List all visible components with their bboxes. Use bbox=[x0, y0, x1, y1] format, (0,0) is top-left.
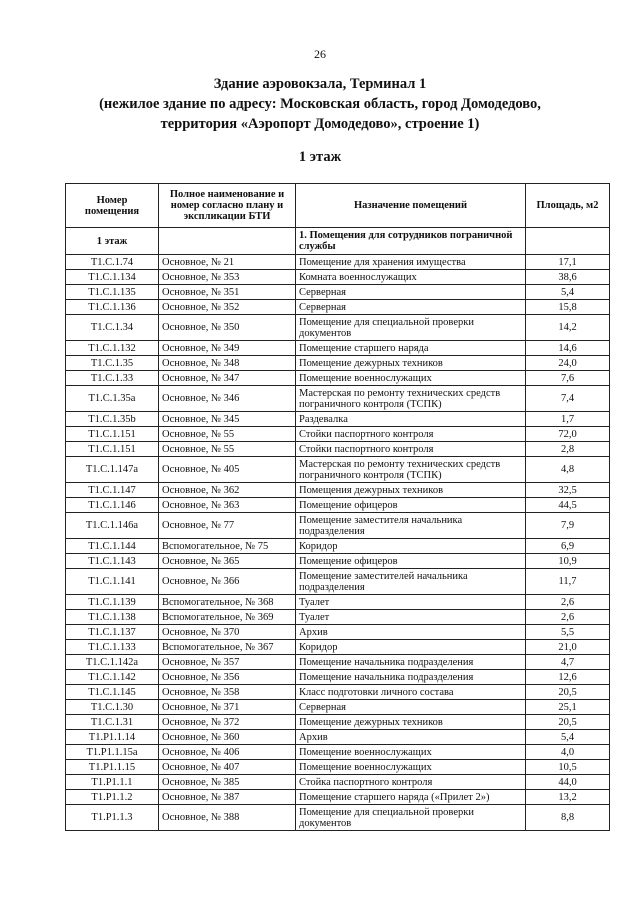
room-code: Т1.Р1.1.14 bbox=[66, 730, 159, 745]
room-area: 7,4 bbox=[526, 386, 610, 412]
room-code: Т1.С.1.139 bbox=[66, 595, 159, 610]
bti-name: Основное, № 371 bbox=[159, 700, 296, 715]
table-row bbox=[66, 513, 610, 539]
header-purpose: Назначение помещений bbox=[296, 184, 526, 228]
room-purpose: Туалет bbox=[296, 610, 526, 625]
table-row bbox=[66, 285, 610, 300]
bti-name: Основное, № 407 bbox=[159, 760, 296, 775]
room-area: 8,8 bbox=[526, 805, 610, 831]
room-purpose: Помещение старшего наряда («Прилет 2») bbox=[296, 790, 526, 805]
bti-name: Основное, № 363 bbox=[159, 498, 296, 513]
title-line-3: территория «Аэропорт Домодедово», строение 1) bbox=[160, 116, 480, 132]
room-code: Т1.С.1.151 bbox=[66, 427, 159, 442]
table-row bbox=[66, 700, 610, 715]
table-row bbox=[66, 300, 610, 315]
room-purpose: Стойки паспортного контроля bbox=[296, 442, 526, 457]
room-area: 7,9 bbox=[526, 513, 610, 539]
title-line-2: (нежилое здание по адресу: Московская область, город Домодедово, bbox=[99, 96, 541, 112]
table-row bbox=[66, 255, 610, 270]
room-code: Т1.Р1.1.2 bbox=[66, 790, 159, 805]
room-purpose: Туалет bbox=[296, 595, 526, 610]
room-code: Т1.С.1.35b bbox=[66, 412, 159, 427]
table-row bbox=[66, 685, 610, 700]
room-area: 25,1 bbox=[526, 700, 610, 715]
room-code: Т1.С.1.142 bbox=[66, 670, 159, 685]
room-purpose: Помещение офицеров bbox=[296, 498, 526, 513]
bti-name: Основное, № 365 bbox=[159, 554, 296, 569]
table-row bbox=[66, 670, 610, 685]
room-code: Т1.С.1.146 bbox=[66, 498, 159, 513]
room-purpose: Помещение начальника подразделения bbox=[296, 670, 526, 685]
room-code: Т1.С.1.135 bbox=[66, 285, 159, 300]
room-code: Т1.Р1.1.1 bbox=[66, 775, 159, 790]
room-area: 72,0 bbox=[526, 427, 610, 442]
table-row bbox=[66, 386, 610, 412]
table-row bbox=[66, 554, 610, 569]
room-purpose: Стойки паспортного контроля bbox=[296, 427, 526, 442]
room-area: 14,6 bbox=[526, 341, 610, 356]
room-area: 20,5 bbox=[526, 715, 610, 730]
room-area: 5,4 bbox=[526, 730, 610, 745]
room-code: Т1.С.1.35a bbox=[66, 386, 159, 412]
bti-name: Основное, № 351 bbox=[159, 285, 296, 300]
bti-name: Основное, № 385 bbox=[159, 775, 296, 790]
room-code: Т1.С.1.30 bbox=[66, 700, 159, 715]
room-purpose: Помещение военнослужащих bbox=[296, 371, 526, 386]
table-row bbox=[66, 745, 610, 760]
room-purpose: Помещение начальника подразделения bbox=[296, 655, 526, 670]
table-row bbox=[66, 775, 610, 790]
room-area: 4,8 bbox=[526, 457, 610, 483]
room-area: 10,9 bbox=[526, 554, 610, 569]
bti-name: Основное, № 55 bbox=[159, 442, 296, 457]
room-code: Т1.С.1.132 bbox=[66, 341, 159, 356]
bti-name: Основное, № 347 bbox=[159, 371, 296, 386]
room-code: Т1.С.1.133 bbox=[66, 640, 159, 655]
room-code: Т1.С.1.143 bbox=[66, 554, 159, 569]
room-area: 4,0 bbox=[526, 745, 610, 760]
title-line-1: Здание аэровокзала, Терминал 1 bbox=[213, 76, 427, 92]
room-purpose: Класс подготовки личного состава bbox=[296, 685, 526, 700]
header-bti-name: Полное наименование и номер согласно плану и экспликации БТИ bbox=[159, 184, 296, 228]
room-area: 17,1 bbox=[526, 255, 610, 270]
table-row bbox=[66, 805, 610, 831]
bti-name: Основное, № 366 bbox=[159, 569, 296, 595]
table-row bbox=[66, 341, 610, 356]
room-code: Т1.С.1.33 bbox=[66, 371, 159, 386]
table-row bbox=[66, 715, 610, 730]
room-code: Т1.С.1.147a bbox=[66, 457, 159, 483]
room-area: 44,0 bbox=[526, 775, 610, 790]
table-row bbox=[66, 655, 610, 670]
room-area: 6,9 bbox=[526, 539, 610, 554]
room-code: Т1.С.1.146a bbox=[66, 513, 159, 539]
room-purpose: Стойка паспортного контроля bbox=[296, 775, 526, 790]
room-code: Т1.С.1.31 bbox=[66, 715, 159, 730]
room-purpose: Коридор bbox=[296, 539, 526, 554]
bti-name: Основное, № 405 bbox=[159, 457, 296, 483]
room-purpose: Помещение дежурных техников bbox=[296, 715, 526, 730]
room-purpose: Серверная bbox=[296, 285, 526, 300]
bti-name: Вспомогательное, № 75 bbox=[159, 539, 296, 554]
room-purpose: Помещение для хранения имущества bbox=[296, 255, 526, 270]
room-code: Т1.Р1.1.15 bbox=[66, 760, 159, 775]
room-area: 24,0 bbox=[526, 356, 610, 371]
bti-name: Основное, № 352 bbox=[159, 300, 296, 315]
bti-name: Вспомогательное, № 367 bbox=[159, 640, 296, 655]
table-row bbox=[66, 790, 610, 805]
room-area: 21,0 bbox=[526, 640, 610, 655]
room-area: 2,6 bbox=[526, 610, 610, 625]
room-purpose: Серверная bbox=[296, 300, 526, 315]
table-row bbox=[66, 412, 610, 427]
room-purpose: Помещения дежурных техников bbox=[296, 483, 526, 498]
page-number: 26 bbox=[314, 47, 326, 61]
bti-name: Основное, № 77 bbox=[159, 513, 296, 539]
rooms-table bbox=[65, 183, 610, 831]
room-area: 5,4 bbox=[526, 285, 610, 300]
bti-name: Основное, № 360 bbox=[159, 730, 296, 745]
section-title: 1. Помещения для сотрудников пограничной службы bbox=[296, 228, 526, 255]
room-area: 15,8 bbox=[526, 300, 610, 315]
room-area: 4,7 bbox=[526, 655, 610, 670]
room-purpose: Помещение военнослужащих bbox=[296, 745, 526, 760]
room-area: 32,5 bbox=[526, 483, 610, 498]
room-area: 2,8 bbox=[526, 442, 610, 457]
room-code: Т1.С.1.144 bbox=[66, 539, 159, 554]
table-row bbox=[66, 427, 610, 442]
room-code: Т1.С.1.142a bbox=[66, 655, 159, 670]
room-code: Т1.С.1.136 bbox=[66, 300, 159, 315]
bti-name: Основное, № 362 bbox=[159, 483, 296, 498]
room-purpose: Раздевалка bbox=[296, 412, 526, 427]
table-row bbox=[66, 371, 610, 386]
bti-name: Основное, № 357 bbox=[159, 655, 296, 670]
room-code: Т1.Р1.1.15a bbox=[66, 745, 159, 760]
table-row bbox=[66, 640, 610, 655]
bti-name: Основное, № 55 bbox=[159, 427, 296, 442]
room-code: Т1.С.1.141 bbox=[66, 569, 159, 595]
room-area: 12,6 bbox=[526, 670, 610, 685]
room-area: 2,6 bbox=[526, 595, 610, 610]
bti-name: Основное, № 345 bbox=[159, 412, 296, 427]
bti-name: Основное, № 349 bbox=[159, 341, 296, 356]
room-purpose: Помещение заместителей начальника подразделения bbox=[296, 569, 526, 595]
table-row bbox=[66, 356, 610, 371]
table-row bbox=[66, 270, 610, 285]
room-area: 10,5 bbox=[526, 760, 610, 775]
bti-name: Основное, № 387 bbox=[159, 790, 296, 805]
document-title bbox=[0, 74, 640, 134]
room-area: 44,5 bbox=[526, 498, 610, 513]
room-code: Т1.С.1.151 bbox=[66, 442, 159, 457]
empty-cell bbox=[159, 228, 296, 255]
table-row bbox=[66, 760, 610, 775]
bti-name: Основное, № 348 bbox=[159, 356, 296, 371]
bti-name: Основное, № 346 bbox=[159, 386, 296, 412]
table-header-row bbox=[66, 184, 610, 228]
table-row bbox=[66, 569, 610, 595]
table-row bbox=[66, 315, 610, 341]
table-row bbox=[66, 595, 610, 610]
room-purpose: Комната военнослужащих bbox=[296, 270, 526, 285]
room-code: Т1.С.1.134 bbox=[66, 270, 159, 285]
room-area: 14,2 bbox=[526, 315, 610, 341]
bti-name: Основное, № 358 bbox=[159, 685, 296, 700]
bti-name: Основное, № 406 bbox=[159, 745, 296, 760]
room-code: Т1.С.1.74 bbox=[66, 255, 159, 270]
room-area: 5,5 bbox=[526, 625, 610, 640]
table-row bbox=[66, 483, 610, 498]
table-row bbox=[66, 498, 610, 513]
header-area: Площадь, м2 bbox=[526, 184, 610, 228]
floor-label: 1 этаж bbox=[66, 228, 159, 255]
bti-name: Основное, № 372 bbox=[159, 715, 296, 730]
room-code: Т1.С.1.137 bbox=[66, 625, 159, 640]
bti-name: Основное, № 350 bbox=[159, 315, 296, 341]
room-purpose: Мастерская по ремонту технических средств пограничного контроля (ТСПК) bbox=[296, 386, 526, 412]
room-code: Т1.С.1.34 bbox=[66, 315, 159, 341]
room-area: 38,6 bbox=[526, 270, 610, 285]
bti-name: Основное, № 356 bbox=[159, 670, 296, 685]
room-area: 13,2 bbox=[526, 790, 610, 805]
bti-name: Вспомогательное, № 368 bbox=[159, 595, 296, 610]
room-area: 7,6 bbox=[526, 371, 610, 386]
table-row bbox=[66, 610, 610, 625]
room-purpose: Серверная bbox=[296, 700, 526, 715]
room-purpose: Помещение военнослужащих bbox=[296, 760, 526, 775]
room-purpose: Помещение старшего наряда bbox=[296, 341, 526, 356]
room-area: 11,7 bbox=[526, 569, 610, 595]
room-area: 1,7 bbox=[526, 412, 610, 427]
room-code: Т1.Р1.1.3 bbox=[66, 805, 159, 831]
table-row bbox=[66, 730, 610, 745]
floor-section-row bbox=[66, 228, 610, 255]
bti-name: Основное, № 353 bbox=[159, 270, 296, 285]
room-purpose: Помещение заместителя начальника подразделения bbox=[296, 513, 526, 539]
table-row bbox=[66, 442, 610, 457]
room-purpose: Помещение дежурных техников bbox=[296, 356, 526, 371]
room-purpose: Помещение для специальной проверки документов bbox=[296, 805, 526, 831]
table-row bbox=[66, 457, 610, 483]
empty-cell bbox=[526, 228, 610, 255]
room-code: Т1.С.1.145 bbox=[66, 685, 159, 700]
header-room-number: Номер помещения bbox=[66, 184, 159, 228]
room-purpose: Архив bbox=[296, 625, 526, 640]
table-row bbox=[66, 539, 610, 554]
floor-heading: 1 этаж bbox=[298, 149, 342, 165]
room-purpose: Помещение для специальной проверки документов bbox=[296, 315, 526, 341]
bti-name: Основное, № 21 bbox=[159, 255, 296, 270]
table-row bbox=[66, 625, 610, 640]
room-area: 20,5 bbox=[526, 685, 610, 700]
bti-name: Вспомогательное, № 369 bbox=[159, 610, 296, 625]
room-purpose: Коридор bbox=[296, 640, 526, 655]
room-code: Т1.С.1.35 bbox=[66, 356, 159, 371]
bti-name: Основное, № 370 bbox=[159, 625, 296, 640]
room-code: Т1.С.1.147 bbox=[66, 483, 159, 498]
room-code: Т1.С.1.138 bbox=[66, 610, 159, 625]
room-purpose: Архив bbox=[296, 730, 526, 745]
room-purpose: Помещение офицеров bbox=[296, 554, 526, 569]
bti-name: Основное, № 388 bbox=[159, 805, 296, 831]
room-purpose: Мастерская по ремонту технических средств пограничного контроля (ТСПК) bbox=[296, 457, 526, 483]
